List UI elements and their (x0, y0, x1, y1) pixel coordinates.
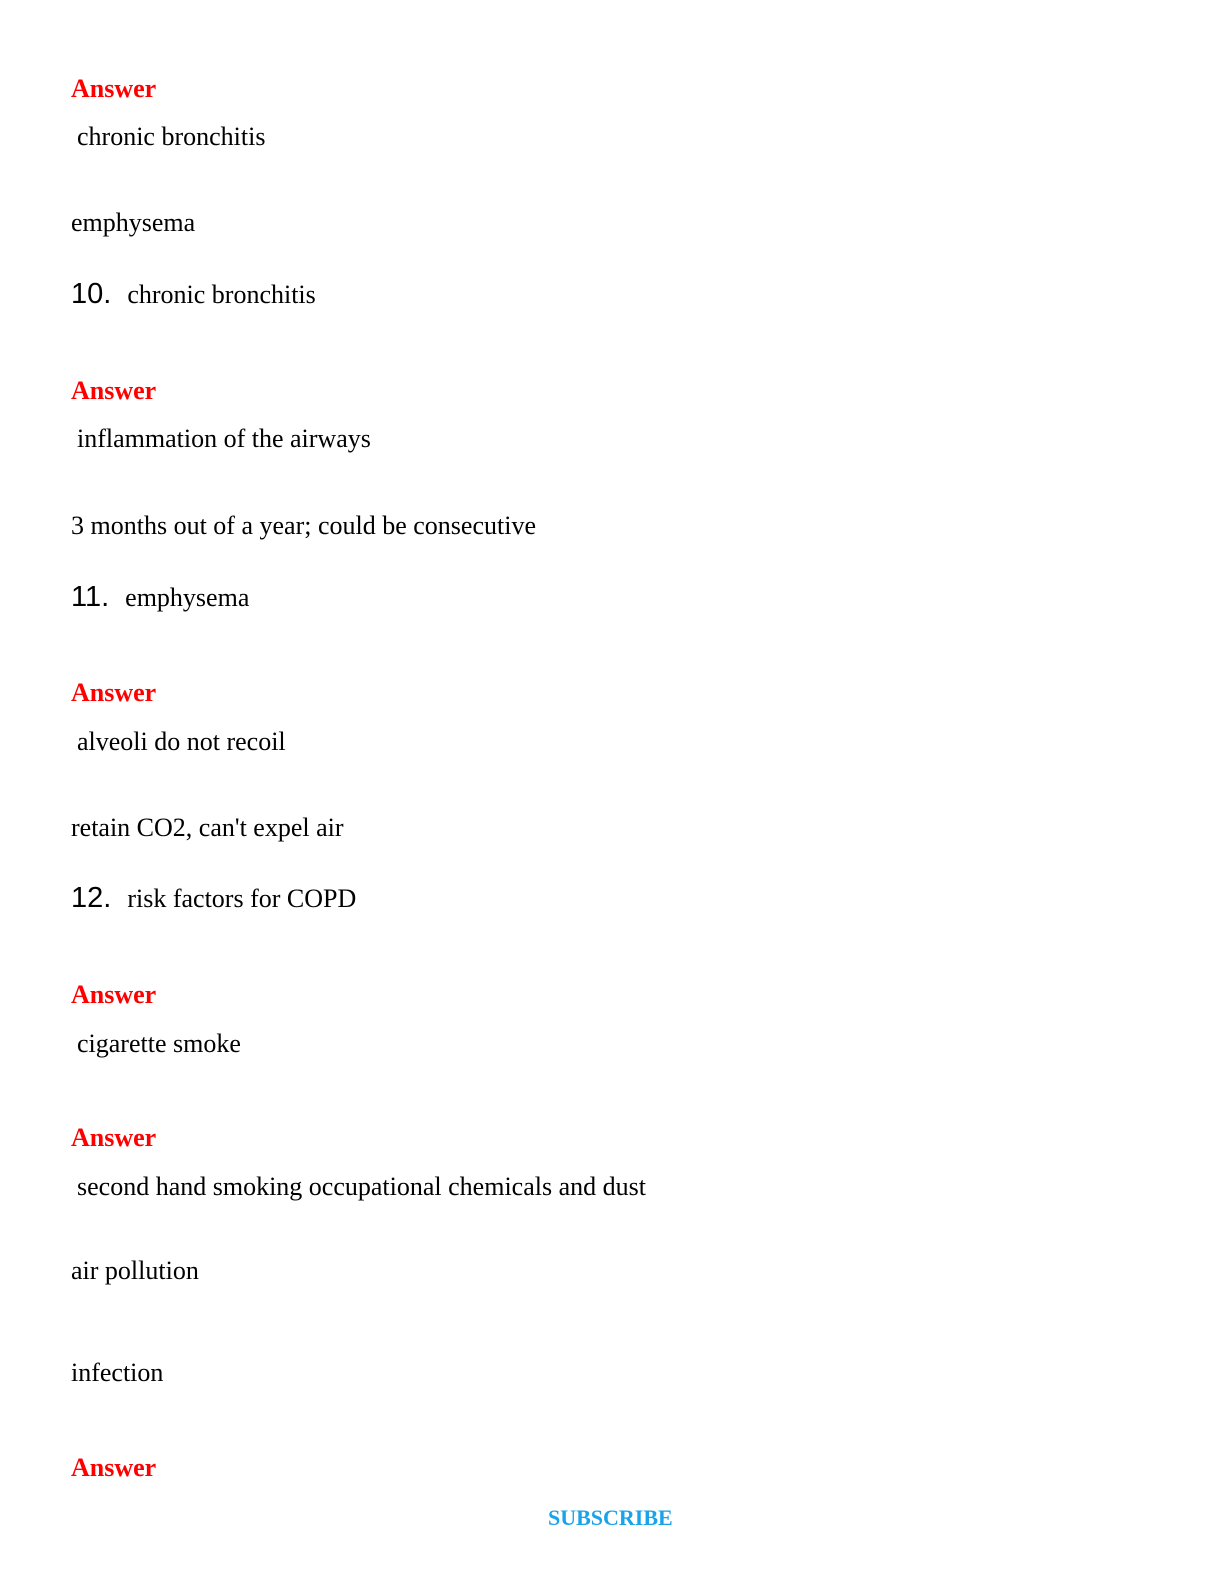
answer-text: cigarette smoke (77, 1029, 241, 1058)
question-number: 11. (71, 581, 110, 613)
answer-label: Answer (71, 376, 157, 405)
answer-label: Answer (71, 980, 157, 1009)
answer-text: second hand smoking occupational chemicals and dust (77, 1172, 646, 1201)
question-item (71, 583, 249, 612)
answer-text: inflammation of the airways (77, 424, 371, 453)
question-item (71, 884, 356, 913)
question-text: emphysema (125, 583, 250, 612)
answer-label: Answer (71, 1453, 157, 1482)
answer-text: air pollution (71, 1256, 199, 1285)
answer-text: emphysema (71, 208, 196, 237)
question-number: 10. (71, 278, 112, 310)
question-number: 12. (71, 882, 112, 914)
answer-label: Answer (71, 1123, 157, 1152)
answer-text: alveoli do not recoil (77, 727, 286, 756)
answer-text: infection (71, 1358, 164, 1387)
question-item (71, 280, 316, 309)
question-text: risk factors for COPD (127, 884, 357, 913)
answer-text: 3 months out of a year; could be consecutive (71, 511, 536, 540)
question-text: chronic bronchitis (127, 280, 316, 309)
subscribe-link[interactable]: SUBSCRIBE (548, 1505, 673, 1530)
answer-text: chronic bronchitis (77, 122, 266, 151)
answer-text: retain CO2, can't expel air (71, 813, 344, 842)
answer-label: Answer (71, 74, 157, 103)
answer-label: Answer (71, 678, 157, 707)
